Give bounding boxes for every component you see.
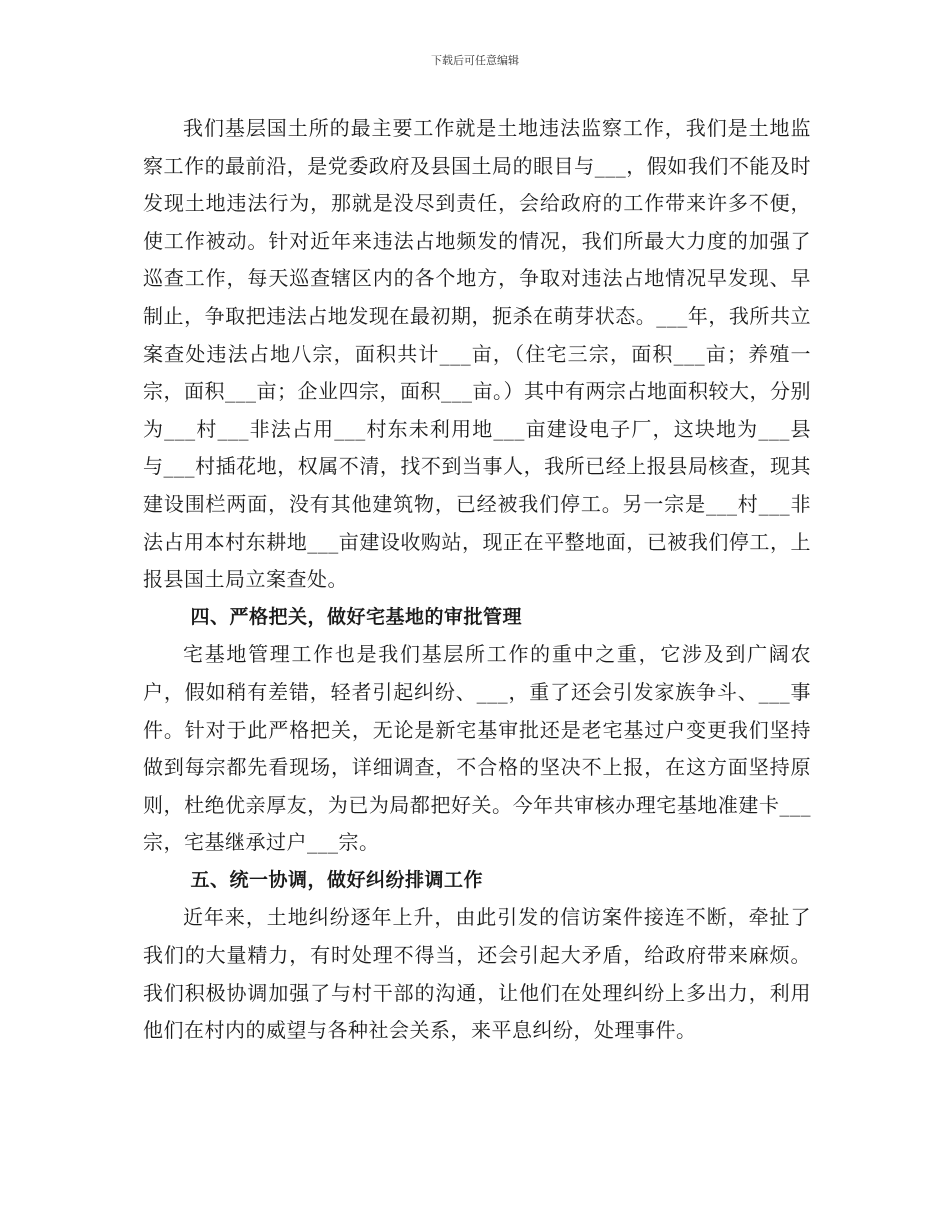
section-heading-homestead: 四、严格把关，做好宅基地的审批管理 [190,605,523,628]
section-heading-dispute: 五、统一协调，做好纠纷排调工作 [190,868,484,891]
paragraph-dispute-coordination: 近年来，土地纠纷逐年上升，由此引发的信访案件接连不断，牵扯了我们的大量精力，有时处理不得当，还会引起大矛盾，给政府带来麻烦。我们积极协调加强了与村干部的沟通，让他们在处理纠纷上多出力，利用他们在村内的威望与各种社会关系，来平息纠纷，处理事件。 [143,905,811,1043]
document-body [143,110,811,1050]
paragraph-homestead-management: 宅基地管理工作也是我们基层所工作的重中之重，它涉及到广阔农户，假如稍有差错，轻者引起纠纷、___，重了还会引发家族争斗、___事件。针对于此严格把关，无论是新宅基审批还是老宅基过户变更我们坚持做到每宗都先看现场，详细调查，不合格的坚决不上报，在这方面坚持原则，杜绝优亲厚友，为已为局都把好关。今年共审核办理宅基地准建卡___宗，宅基继承过户___宗。 [143,642,811,855]
paragraph-land-supervision: 我们基层国土所的最主要工作就是土地违法监察工作，我们是土地监察工作的最前沿，是党委政府及县国土局的眼目与___，假如我们不能及时发现土地违法行为，那就是没尽到责任，会给政府的工作带来许多不便，使工作被动。针对近年来违法占地频发的情况，我们所最大力度的加强了巡查工作，每天巡查辖区内的各个地方，争取对违法占地情况早发现、早制止，争取把违法占地发现在最初期，扼杀在萌芽状态。___年，我所共立案查处违法占地八宗，面积共计___亩，（住宅三宗，面积___亩；养殖一宗，面积___亩；企业四宗，面积___亩。）其中有两宗占地面积较大，分别为___村___非法占用___村东未利用地___亩建设电子厂，这块地为___县与___村插花地，权属不清，找不到当事人，我所已经上报县局核查，现其建设围栏两面，没有其他建筑物，已经被我们停工。另一宗是___村___非法占用本村东耕地___亩建设收购站，现正在平整地面，已被我们停工，上报县国土局立案查处。 [143,116,811,592]
page-header-note: 下载后可任意编辑 [431,54,519,67]
